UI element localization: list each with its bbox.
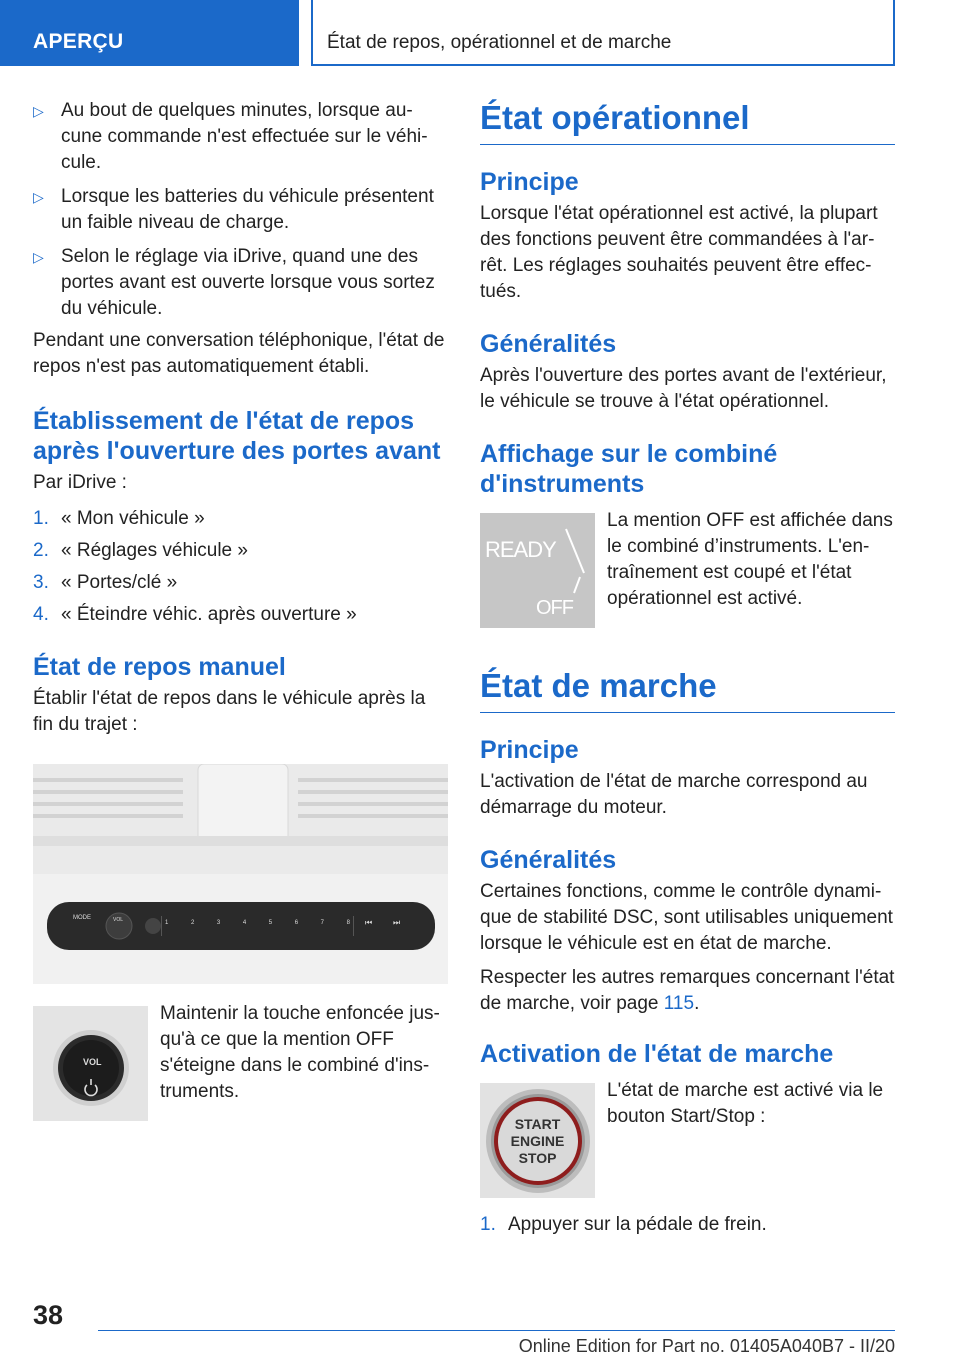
- start-button-image: [480, 1083, 595, 1198]
- preset-key[interactable]: 8: [346, 920, 350, 926]
- bullet-triangle-icon: ▷: [33, 103, 44, 119]
- call-paragraph: Pendant une conversation téléphonique, l'état de repos n'est pas automatiquement établi.: [33, 330, 445, 377]
- heading-generalites-marche: Généralités: [480, 846, 617, 874]
- heading-etat-marche: État de marche: [480, 666, 895, 713]
- activation-paragraph: L'état de marche est activé via le bouton Start/Stop :: [607, 1080, 884, 1127]
- respecter-text: Respecter les autres remarques concernant l'état de marche, voir page: [480, 967, 895, 1014]
- step-text: « Mon véhicule »: [61, 508, 205, 529]
- gauge-off-label: OFF: [536, 597, 573, 619]
- step-text: « Portes/clé »: [61, 572, 178, 593]
- step-number: 2.: [33, 540, 49, 561]
- start-label: START: [514, 1116, 561, 1132]
- step-item: [33, 602, 448, 628]
- right-column: [480, 98, 895, 1244]
- heading-principe-marche: Principe: [480, 736, 579, 764]
- left-column: [33, 98, 448, 1121]
- step-number: 1.: [480, 1214, 496, 1235]
- section-tab: APERÇU: [0, 0, 299, 66]
- heading-repos-manuel: État de repos manuel: [33, 653, 286, 681]
- idrive-intro: Par iDrive :: [33, 472, 127, 493]
- generalites-marche-paragraph: Certaines fonctions, comme le contrôle dynami-que de stabilité DSC, sont utilisables uniquement lorsque le véhicule est en état de marche.: [480, 881, 893, 954]
- gauge-row: [480, 510, 895, 628]
- step-text: Appuyer sur la pédale de frein.: [508, 1214, 767, 1235]
- step-number: 4.: [33, 604, 49, 625]
- footer-divider: [98, 1330, 895, 1331]
- gauge-ready-label: READY: [485, 537, 556, 562]
- step-item: [33, 506, 448, 532]
- heading-activation: Activation de l'état de marche: [480, 1040, 834, 1068]
- footer-edition: Online Edition for Part no. 01405A040B7 - II/20: [518, 1336, 895, 1356]
- step-item: [33, 538, 448, 564]
- radio-panel-image: [33, 764, 448, 984]
- bullet-item: [33, 244, 448, 322]
- heading-etablissement: Établissement de l'état de repos après l'ouverture des portes avant: [33, 407, 441, 465]
- bullet-text: Au bout de quelques minutes, lorsque au-cune commande n'est effectuée sur le véhi-cule.: [61, 100, 428, 173]
- respecter-suffix: .: [694, 993, 700, 1014]
- bullet-text: Lorsque les batteries du véhicule présentent un faible niveau de charge.: [61, 186, 434, 233]
- bullet-triangle-icon: ▷: [33, 249, 44, 265]
- heading-affichage: Affichage sur le combiné d'instruments: [480, 440, 778, 498]
- step-text: « Éteindre véhic. après ouverture »: [61, 604, 357, 625]
- bullet-triangle-icon: ▷: [33, 189, 44, 205]
- respecter-paragraph: [480, 965, 895, 1017]
- step-item: [33, 570, 448, 596]
- step-number: 3.: [33, 572, 49, 593]
- manuel-paragraph: Établir l'état de repos dans le véhicule après la fin du trajet :: [33, 688, 426, 735]
- start-button-row: [480, 1080, 895, 1198]
- gauge-image: [480, 513, 595, 628]
- step-item: [480, 1212, 895, 1238]
- preset-key[interactable]: 4: [242, 920, 247, 926]
- preset-key[interactable]: 3: [216, 920, 221, 926]
- affichage-paragraph: La mention OFF est affichée dans le combiné d’instruments. L'en-traînement est coupé et l'état opérationnel est activé.: [607, 510, 893, 609]
- page-header: [0, 0, 960, 66]
- page-link[interactable]: 115: [663, 993, 695, 1014]
- start-button-text: [480, 1116, 595, 1167]
- principe-marche-paragraph: L'activation de l'état de marche correspond au démarrage du moteur.: [480, 771, 868, 818]
- seek-forward-icon[interactable]: ⏭: [393, 918, 401, 927]
- heading-generalites: Généralités: [480, 330, 617, 358]
- bullet-text: Selon le réglage via iDrive, quand une des portes avant est ouverte lorsque vous sortez du véhicule.: [61, 246, 435, 319]
- preset-key[interactable]: 7: [320, 920, 324, 926]
- preset-key[interactable]: 5: [268, 920, 273, 926]
- heading-etat-operationnel: État opérationnel: [480, 98, 895, 145]
- bullet-item: [33, 184, 448, 236]
- page-title: État de repos, opérationnel et de marche: [311, 0, 895, 66]
- preset-keys: [165, 920, 350, 926]
- vol-knob-label: VOL: [83, 1057, 102, 1067]
- engine-label: ENGINE: [510, 1133, 565, 1149]
- maintenir-paragraph: Maintenir la touche enfoncée jus-qu'à ce que la mention OFF s'éteigne dans le combiné d'ins-truments.: [160, 1003, 440, 1102]
- vol-knob-image: [33, 1006, 148, 1121]
- page-number: 38: [33, 1300, 64, 1330]
- preset-key[interactable]: 1: [165, 920, 169, 926]
- step-number: 1.: [33, 508, 49, 529]
- preset-key[interactable]: 2: [190, 920, 195, 926]
- vol-label-small: VOL: [113, 917, 124, 923]
- bullet-item: [33, 98, 448, 176]
- principe-paragraph: Lorsque l'état opérationnel est activé, la plupart des fonctions peuvent être commandées à l'ar-rêt. Les réglages souhaités peuvent être effec-tués.: [480, 203, 878, 302]
- vol-knob-row: [33, 1003, 448, 1121]
- heading-principe: Principe: [480, 168, 579, 196]
- seek-back-icon[interactable]: ⏮: [365, 918, 373, 927]
- preset-key[interactable]: 6: [294, 920, 299, 926]
- mode-label: MODE: [73, 915, 91, 921]
- stop-label: STOP: [518, 1150, 557, 1166]
- step-text: « Réglages véhicule »: [61, 540, 248, 561]
- generalites-paragraph: Après l'ouverture des portes avant de l'extérieur, le véhicule se trouve à l'état opérationnel.: [480, 365, 887, 412]
- radio-panel-illustration: [33, 764, 448, 984]
